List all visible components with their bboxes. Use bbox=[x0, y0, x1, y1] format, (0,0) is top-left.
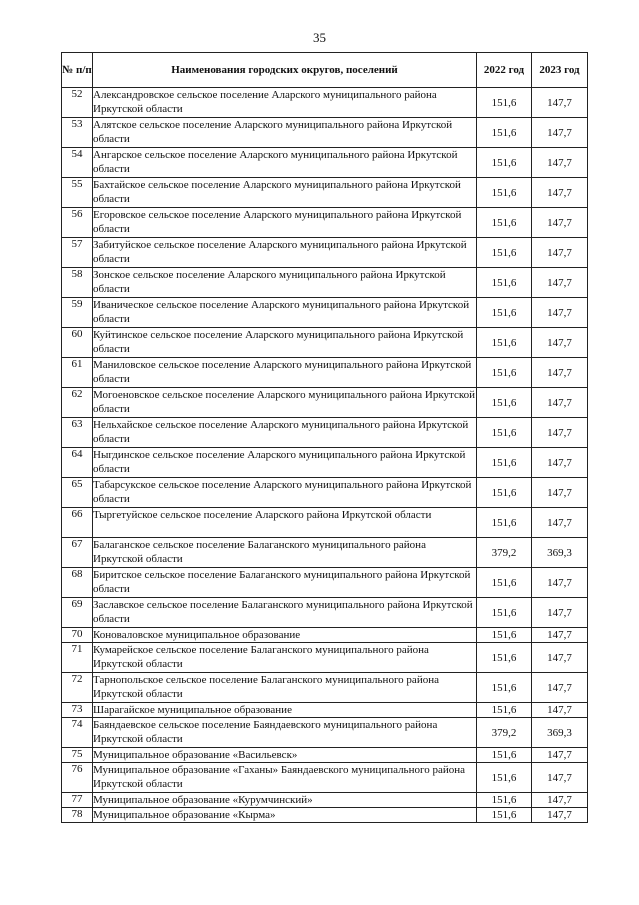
row-number: 69 bbox=[62, 598, 93, 628]
row-value-2023: 147,7 bbox=[532, 178, 588, 208]
row-number: 53 bbox=[62, 118, 93, 148]
page-number: 35 bbox=[313, 30, 326, 45]
row-value-2023: 147,7 bbox=[532, 568, 588, 598]
table-row bbox=[62, 418, 588, 448]
row-number: 64 bbox=[62, 448, 93, 478]
row-value-2023: 147,7 bbox=[532, 508, 588, 538]
table-row bbox=[62, 148, 588, 178]
row-name: Нельхайское сельское поселение Аларского муниципального района Иркутской области bbox=[93, 418, 477, 448]
table-row bbox=[62, 538, 588, 568]
row-value-2022: 151,6 bbox=[477, 448, 532, 478]
header-2022: 2022 год bbox=[477, 53, 532, 88]
table-row bbox=[62, 388, 588, 418]
row-value-2023: 147,7 bbox=[532, 88, 588, 118]
row-value-2022: 151,6 bbox=[477, 478, 532, 508]
row-number: 57 bbox=[62, 238, 93, 268]
row-value-2023: 147,7 bbox=[532, 298, 588, 328]
row-value-2022: 151,6 bbox=[477, 328, 532, 358]
row-value-2023: 369,3 bbox=[532, 538, 588, 568]
row-value-2023: 147,7 bbox=[532, 148, 588, 178]
row-name: Шарагайское муниципальное образование bbox=[93, 703, 477, 718]
row-value-2022: 151,6 bbox=[477, 88, 532, 118]
table-row bbox=[62, 118, 588, 148]
row-value-2023: 147,7 bbox=[532, 793, 588, 808]
row-name: Ангарское сельское поселение Аларского муниципального района Иркутской области bbox=[93, 148, 477, 178]
table-body bbox=[62, 88, 588, 823]
row-value-2023: 147,7 bbox=[532, 388, 588, 418]
row-value-2022: 151,6 bbox=[477, 298, 532, 328]
table-row bbox=[62, 298, 588, 328]
row-number: 68 bbox=[62, 568, 93, 598]
row-name: Балаганское сельское поселение Балаганского муниципального района Иркутской области bbox=[93, 538, 477, 568]
table-row bbox=[62, 328, 588, 358]
table-row bbox=[62, 568, 588, 598]
table-row bbox=[62, 178, 588, 208]
row-value-2022: 151,6 bbox=[477, 808, 532, 823]
row-number: 52 bbox=[62, 88, 93, 118]
row-value-2022: 151,6 bbox=[477, 118, 532, 148]
row-value-2023: 147,7 bbox=[532, 268, 588, 298]
row-name: Табарсукское сельское поселение Аларского муниципального района Иркутской области bbox=[93, 478, 477, 508]
row-value-2023: 147,7 bbox=[532, 238, 588, 268]
row-name: Ныгдинское сельское поселение Аларского муниципального района Иркутской области bbox=[93, 448, 477, 478]
row-value-2022: 151,6 bbox=[477, 643, 532, 673]
row-value-2022: 151,6 bbox=[477, 388, 532, 418]
row-name: Биритское сельское поселение Балаганского муниципального района Иркутской области bbox=[93, 568, 477, 598]
row-number: 56 bbox=[62, 208, 93, 238]
row-value-2023: 147,7 bbox=[532, 478, 588, 508]
table-row bbox=[62, 628, 588, 643]
row-value-2023: 147,7 bbox=[532, 118, 588, 148]
row-number: 60 bbox=[62, 328, 93, 358]
table-row bbox=[62, 673, 588, 703]
row-number: 54 bbox=[62, 148, 93, 178]
row-value-2023: 147,7 bbox=[532, 748, 588, 763]
row-name: Забитуйское сельское поселение Аларского муниципального района Иркутской области bbox=[93, 238, 477, 268]
row-name: Могоеновское сельское поселение Аларского муниципального района Иркутской области bbox=[93, 388, 477, 418]
table-row bbox=[62, 508, 588, 538]
row-value-2022: 151,6 bbox=[477, 238, 532, 268]
row-number: 75 bbox=[62, 748, 93, 763]
row-name: Заславское сельское поселение Балаганского муниципального района Иркутской области bbox=[93, 598, 477, 628]
row-number: 77 bbox=[62, 793, 93, 808]
table-row bbox=[62, 598, 588, 628]
row-number: 76 bbox=[62, 763, 93, 793]
row-number: 71 bbox=[62, 643, 93, 673]
row-value-2022: 379,2 bbox=[477, 718, 532, 748]
row-value-2023: 147,7 bbox=[532, 808, 588, 823]
row-value-2023: 147,7 bbox=[532, 703, 588, 718]
table-row bbox=[62, 748, 588, 763]
table-row bbox=[62, 238, 588, 268]
row-name: Муниципальное образование «Кырма» bbox=[93, 808, 477, 823]
row-value-2022: 151,6 bbox=[477, 268, 532, 298]
row-name: Муниципальное образование «Гаханы» Баяндаевского муниципального района Иркутской области bbox=[93, 763, 477, 793]
row-name: Иваническое сельское поселение Аларского муниципального района Иркутской области bbox=[93, 298, 477, 328]
row-value-2022: 151,6 bbox=[477, 598, 532, 628]
table-header-row bbox=[62, 53, 588, 88]
table-row bbox=[62, 703, 588, 718]
table-row bbox=[62, 718, 588, 748]
row-number: 67 bbox=[62, 538, 93, 568]
row-number: 58 bbox=[62, 268, 93, 298]
table-row bbox=[62, 88, 588, 118]
table-row bbox=[62, 358, 588, 388]
row-value-2022: 151,6 bbox=[477, 763, 532, 793]
table-row bbox=[62, 793, 588, 808]
row-number: 65 bbox=[62, 478, 93, 508]
row-number: 74 bbox=[62, 718, 93, 748]
row-number: 62 bbox=[62, 388, 93, 418]
row-number: 78 bbox=[62, 808, 93, 823]
row-value-2023: 147,7 bbox=[532, 208, 588, 238]
row-value-2023: 147,7 bbox=[532, 643, 588, 673]
row-name: Маниловское сельское поселение Аларского муниципального района Иркутской области bbox=[93, 358, 477, 388]
table-row bbox=[62, 208, 588, 238]
row-number: 72 bbox=[62, 673, 93, 703]
row-value-2022: 379,2 bbox=[477, 538, 532, 568]
row-value-2023: 147,7 bbox=[532, 358, 588, 388]
row-number: 66 bbox=[62, 508, 93, 538]
table-row bbox=[62, 448, 588, 478]
row-name: Тыргетуйское сельское поселение Аларского района Иркутской области bbox=[93, 508, 477, 538]
row-value-2023: 369,3 bbox=[532, 718, 588, 748]
row-value-2023: 147,7 bbox=[532, 763, 588, 793]
row-name: Баяндаевское сельское поселение Баяндаевского муниципального района Иркутской области bbox=[93, 718, 477, 748]
row-name: Зонское сельское поселение Аларского муниципального района Иркутской области bbox=[93, 268, 477, 298]
table-row bbox=[62, 643, 588, 673]
row-number: 70 bbox=[62, 628, 93, 643]
row-name: Алятское сельское поселение Аларского муниципального района Иркутской области bbox=[93, 118, 477, 148]
row-name: Тарнопольское сельское поселение Балаганского муниципального района Иркутской области bbox=[93, 673, 477, 703]
row-value-2022: 151,6 bbox=[477, 148, 532, 178]
row-value-2023: 147,7 bbox=[532, 673, 588, 703]
row-value-2022: 151,6 bbox=[477, 358, 532, 388]
row-value-2023: 147,7 bbox=[532, 448, 588, 478]
row-name: Егоровское сельское поселение Аларского муниципального района Иркутской области bbox=[93, 208, 477, 238]
row-name: Куйтинское сельское поселение Аларского муниципального района Иркутской области bbox=[93, 328, 477, 358]
row-name: Муниципальное образование «Курумчинский» bbox=[93, 793, 477, 808]
row-value-2022: 151,6 bbox=[477, 673, 532, 703]
row-value-2022: 151,6 bbox=[477, 568, 532, 598]
municipalities-table bbox=[61, 52, 588, 823]
table-row bbox=[62, 808, 588, 823]
row-value-2022: 151,6 bbox=[477, 178, 532, 208]
row-value-2022: 151,6 bbox=[477, 628, 532, 643]
row-number: 61 bbox=[62, 358, 93, 388]
row-value-2023: 147,7 bbox=[532, 418, 588, 448]
row-name: Кумарейское сельское поселение Балаганского муниципального района Иркутской области bbox=[93, 643, 477, 673]
row-value-2023: 147,7 bbox=[532, 598, 588, 628]
row-value-2022: 151,6 bbox=[477, 208, 532, 238]
row-value-2022: 151,6 bbox=[477, 508, 532, 538]
row-name: Александровское сельское поселение Аларского муниципального района Иркутской области bbox=[93, 88, 477, 118]
table-row bbox=[62, 763, 588, 793]
row-value-2022: 151,6 bbox=[477, 703, 532, 718]
row-name: Коноваловское муниципальное образование bbox=[93, 628, 477, 643]
row-value-2022: 151,6 bbox=[477, 793, 532, 808]
row-number: 55 bbox=[62, 178, 93, 208]
row-name: Бахтайское сельское поселение Аларского муниципального района Иркутской области bbox=[93, 178, 477, 208]
table-row bbox=[62, 478, 588, 508]
row-number: 73 bbox=[62, 703, 93, 718]
row-number: 63 bbox=[62, 418, 93, 448]
row-name: Муниципальное образование «Васильевск» bbox=[93, 748, 477, 763]
row-value-2022: 151,6 bbox=[477, 748, 532, 763]
row-value-2023: 147,7 bbox=[532, 628, 588, 643]
header-num: № п/п bbox=[62, 53, 93, 88]
table-row bbox=[62, 268, 588, 298]
row-number: 59 bbox=[62, 298, 93, 328]
header-name: Наименования городских округов, поселений bbox=[93, 53, 477, 88]
row-value-2022: 151,6 bbox=[477, 418, 532, 448]
row-value-2023: 147,7 bbox=[532, 328, 588, 358]
header-2023: 2023 год bbox=[532, 53, 588, 88]
